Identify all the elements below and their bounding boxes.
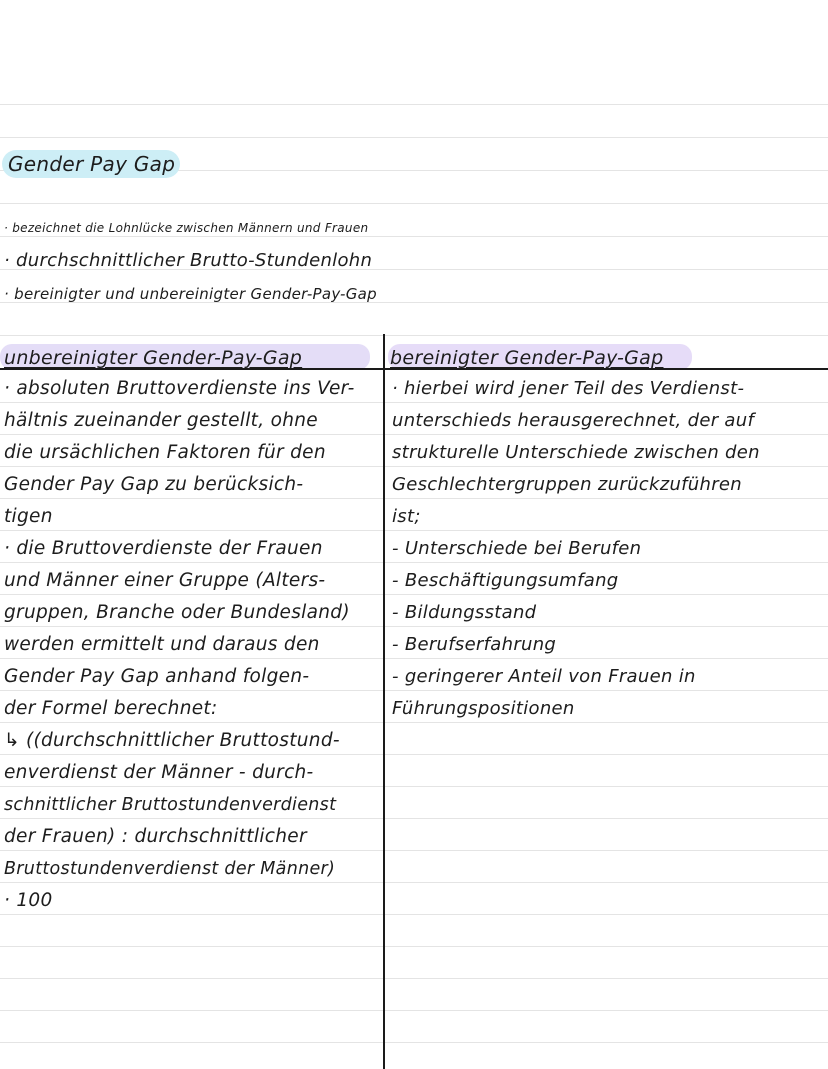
- ruled-line: [0, 1042, 828, 1043]
- left-line: Gender Pay Gap anhand folgen-: [4, 666, 310, 687]
- page-title: Gender Pay Gap: [8, 152, 176, 176]
- right-column-header: bereinigter Gender-Pay-Gap: [390, 347, 664, 369]
- left-line: tigen: [4, 506, 53, 527]
- right-line: unterschieds herausgerechnet, der auf: [392, 410, 755, 431]
- ruled-line: [0, 402, 828, 403]
- ruled-line: [0, 562, 828, 563]
- ruled-line: [0, 786, 828, 787]
- ruled-line: [0, 754, 828, 755]
- right-line: - Beschäftigungsumfang: [392, 570, 619, 591]
- left-line: · die Bruttoverdienste der Frauen: [4, 538, 323, 559]
- right-line: strukturelle Unterschiede zwischen den: [392, 442, 760, 463]
- left-line: Gender Pay Gap zu berücksich-: [4, 474, 304, 495]
- ruled-line: [0, 658, 828, 659]
- ruled-line: [0, 434, 828, 435]
- ruled-line: [0, 978, 828, 979]
- ruled-line: [0, 818, 828, 819]
- left-line: enverdienst der Männer - durch-: [4, 762, 314, 783]
- left-line: werden ermittelt und daraus den: [4, 634, 320, 655]
- right-line: Geschlechtergruppen zurückzuführen: [392, 474, 742, 495]
- ruled-line: [0, 946, 828, 947]
- ruled-line: [0, 203, 828, 204]
- ruled-line: [0, 1010, 828, 1011]
- right-line: - Berufserfahrung: [392, 634, 557, 655]
- left-line: gruppen, Branche oder Bundesland): [4, 602, 350, 623]
- left-line: hältnis zueinander gestellt, ohne: [4, 410, 318, 431]
- ruled-line: [0, 594, 828, 595]
- right-line: ist;: [392, 506, 421, 527]
- left-line: der Frauen) : durchschnittlicher: [4, 826, 307, 847]
- ruled-line: [0, 722, 828, 723]
- left-line: Bruttostundenverdienst der Männer): [4, 859, 336, 879]
- bullet-varianten: · bereinigter und unbereinigter Gender-Pay-Gap: [4, 285, 377, 303]
- ruled-line: [0, 626, 828, 627]
- ruled-line: [0, 914, 828, 915]
- right-line: - Unterschiede bei Berufen: [392, 538, 642, 559]
- ruled-line: [0, 690, 828, 691]
- right-line: Führungspositionen: [392, 698, 575, 719]
- ruled-line: [0, 498, 828, 499]
- left-line: der Formel berechnet:: [4, 698, 218, 719]
- left-line: · 100: [4, 890, 53, 911]
- right-line: - geringerer Anteil von Frauen in: [392, 666, 696, 687]
- right-line: - Bildungsstand: [392, 602, 537, 623]
- left-column-header: unbereinigter Gender-Pay-Gap: [4, 347, 303, 369]
- left-line: die ursächlichen Faktoren für den: [4, 442, 326, 463]
- left-line: ↳ ((durchschnittlicher Bruttostund-: [4, 730, 340, 751]
- ruled-line: [0, 882, 828, 883]
- ruled-line: [0, 137, 828, 138]
- ruled-line: [0, 335, 828, 336]
- ruled-line: [0, 104, 828, 105]
- left-line: schnittlicher Bruttostundenverdienst: [4, 795, 337, 815]
- bullet-lohnluecke: · bezeichnet die Lohnlücke zwischen Männern und Frauen: [4, 221, 369, 235]
- right-line: · hierbei wird jener Teil des Verdienst-: [392, 378, 745, 399]
- bullet-stundenlohn: · durchschnittlicher Brutto-Stundenlohn: [4, 250, 373, 271]
- ruled-line: [0, 530, 828, 531]
- ruled-line: [0, 466, 828, 467]
- ruled-line: [0, 850, 828, 851]
- table-column-divider: [383, 334, 385, 1069]
- left-line: und Männer einer Gruppe (Alters-: [4, 570, 326, 591]
- left-line: · absoluten Bruttoverdienste ins Ver-: [4, 378, 355, 399]
